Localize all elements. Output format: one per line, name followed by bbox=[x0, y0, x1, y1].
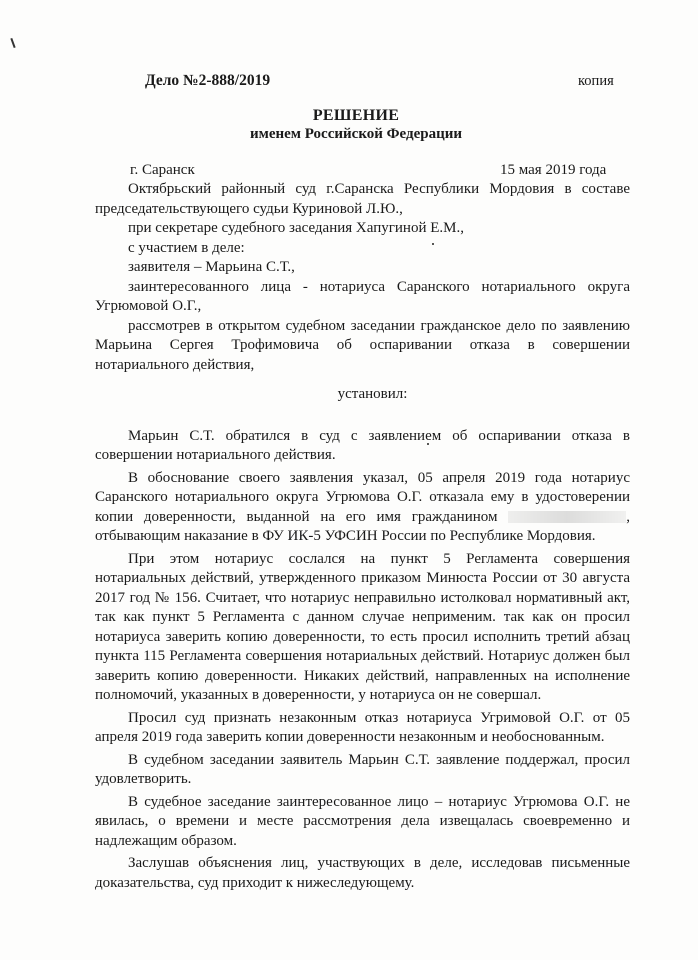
scan-speck bbox=[432, 243, 434, 245]
case-number: Дело №2-888/2019 bbox=[145, 72, 271, 89]
decision-date: 15 мая 2019 года bbox=[500, 162, 607, 178]
scan-artifact bbox=[10, 38, 15, 48]
paragraph-5: В судебном заседании заявитель Марьин С.Т. заявление поддержал, просил удовлетворить. bbox=[95, 751, 630, 787]
established-heading: установил: bbox=[337, 386, 408, 402]
paragraph-2-part-b: , отбывающим наказание в ФУ ИК-5 УФСИН России по Республике Мордовия. bbox=[95, 508, 630, 544]
applicant-line: заявителя – Марьина С.Т., bbox=[128, 259, 295, 275]
considered-paragraph: рассмотрев в открытом судебном заседании гражданское дело по заявлению Марьина Сергея Трофимовича об оспаривании отказа в совершении нотариального действия, bbox=[95, 317, 630, 373]
scan-speck bbox=[427, 443, 429, 445]
paragraph-3: При этом нотариус сослался на пункт 5 Регламента совершения нотариальных действий, утвержденного приказом Минюста России от 30 августа 2017 год № 156. Считает, что нотариус неправильно истолковал нормативный акт, так как пункт 5 Регламента с данном случае неприменим. так как он просил нотариуса заверить копию доверенности, то есть просил исполнить третий абзац пункта 115 Регламента совершения нотариальных действий. Нотариус должен был заверить копию доверенности. Никаких действий, направленных на исполнение полномочий, указанных в доверенности, у нотариуса он не совершал. bbox=[95, 550, 630, 703]
secretary-line: при секретаре судебного заседания Хапугиной Е.М., bbox=[128, 220, 464, 236]
redacted-name bbox=[508, 511, 626, 523]
document-subtitle: именем Российской Федерации bbox=[249, 126, 463, 142]
copy-mark: копия bbox=[578, 73, 614, 89]
document-title: РЕШЕНИЕ bbox=[312, 107, 400, 124]
participants-line: с участием в деле: bbox=[128, 239, 245, 256]
document-body bbox=[95, 180, 630, 893]
court-composition: Октябрьский районный суд г.Саранска Республики Мордовия в составе председательствующего судьи Куриновой Л.Ю., bbox=[95, 181, 630, 217]
paragraph-1: Марьин С.Т. обратился в суд с заявлением об оспаривании отказа в совершении нотариального действия. bbox=[95, 427, 630, 463]
interested-party-line: заинтересованного лица - нотариуса Саранского нотариального округа Угрюмовой О.Г., bbox=[95, 278, 630, 314]
paragraph-7: Заслушав объяснения лиц, участвующих в деле, исследовав письменные доказательства, суд приходит к нижеследующему. bbox=[95, 855, 630, 891]
paragraph-6: В судебное заседание заинтересованное лицо – нотариус Угрюмова О.Г. не явилась, о времени и месте рассмотрения дела извещалась своевременно и надлежащим образом. bbox=[95, 793, 630, 849]
city: г. Саранск bbox=[130, 162, 195, 178]
paragraph-2 bbox=[95, 469, 630, 547]
paragraph-2-part-a: В обоснование своего заявления указал, 05 апреля 2019 года нотариус Саранского нотариального округа Угрюмова О.Г. отказала ему в удостоверении копии доверенности, выданной на его имя гражданином bbox=[95, 469, 630, 525]
paragraph-4: Просил суд признать незаконным отказ нотариуса Угримовой О.Г. от 05 апреля 2019 года заверить копии доверенности незаконным и необоснованным. bbox=[95, 709, 630, 745]
